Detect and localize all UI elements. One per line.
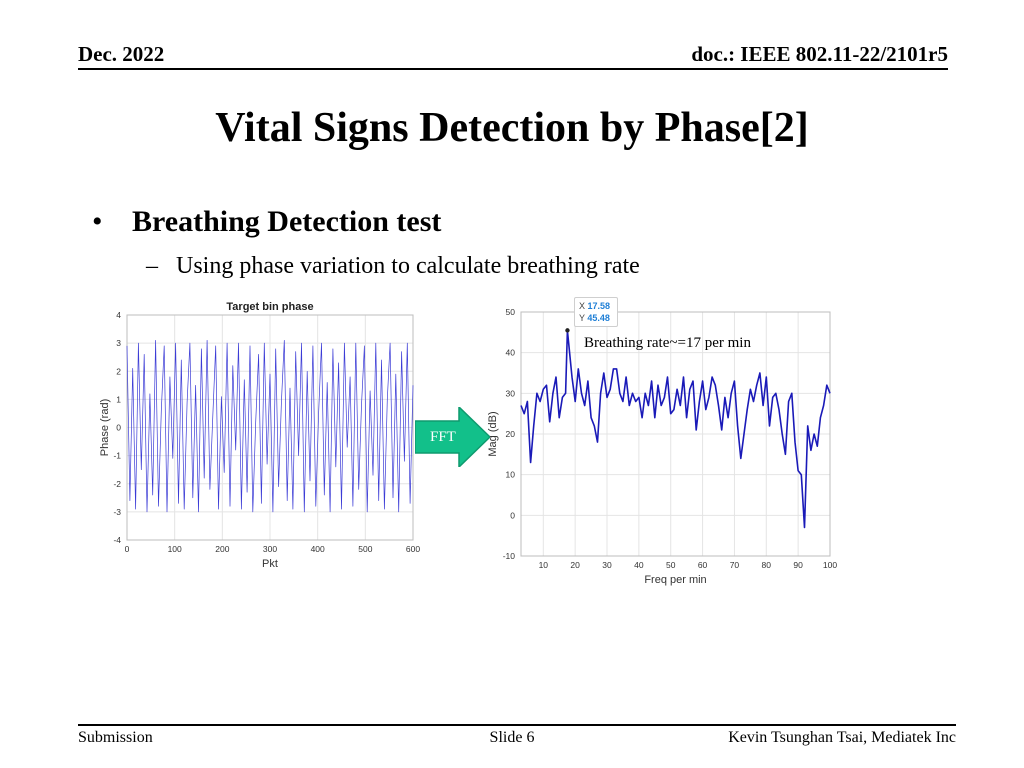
- footer-divider: [78, 724, 956, 726]
- x-tick-label: 10: [538, 560, 549, 570]
- bullet-main: [92, 205, 441, 239]
- slide-title: Vital Signs Detection by Phase[2]: [215, 105, 809, 151]
- y-tick-label: 1: [116, 394, 121, 405]
- sub-bullet-marker: –: [146, 253, 158, 279]
- chart-title: Target bin phase: [226, 301, 314, 313]
- footer-submission: Submission: [78, 729, 153, 746]
- x-tick-label: 100: [167, 544, 182, 554]
- y-tick-label: 0: [510, 510, 515, 521]
- y-tick-label: -10: [502, 551, 515, 561]
- y-axis-label: Mag (dB): [487, 411, 499, 457]
- y-tick-label: 10: [505, 469, 515, 480]
- x-tick-label: 80: [761, 560, 772, 570]
- y-tick-label: -4: [113, 535, 121, 545]
- y-tick-label: 2: [116, 366, 121, 377]
- data-tip-x-key: X: [579, 301, 586, 311]
- fft-arrow-label: FFT: [430, 429, 456, 445]
- footer-slide-number: Slide 6: [489, 729, 535, 746]
- data-tip-x-value: 17.58: [587, 301, 611, 311]
- y-tick-label: 20: [505, 429, 515, 439]
- phase-chart-svg: [96, 294, 436, 574]
- data-tip-y-value: 45.48: [587, 313, 610, 323]
- x-tick-label: 40: [634, 560, 644, 570]
- x-tick-label: 600: [405, 544, 421, 554]
- y-axis-label: Phase (rad): [99, 398, 111, 457]
- header-date: Dec. 2022: [78, 42, 165, 66]
- x-axis-label: Pkt: [262, 558, 278, 570]
- header-doc-id: doc.: IEEE 802.11-22/2101r5: [691, 42, 948, 66]
- x-tick-label: 400: [310, 544, 325, 554]
- y-tick-label: 3: [116, 338, 121, 349]
- x-tick-label: 30: [602, 560, 612, 570]
- x-tick-label: 50: [665, 560, 676, 570]
- x-tick-label: 0: [124, 544, 130, 554]
- data-tip-y-key: Y: [579, 313, 585, 323]
- bullet-main-text: Breathing Detection test: [132, 205, 442, 238]
- y-tick-label: 0: [116, 422, 121, 433]
- bullet-marker: •: [92, 205, 103, 238]
- x-tick-label: 90: [793, 560, 803, 570]
- x-tick-label: 500: [358, 544, 373, 554]
- phase-chart: [96, 294, 436, 574]
- footer-author: Kevin Tsunghan Tsai, Mediatek Inc: [728, 729, 956, 746]
- y-tick-label: 30: [505, 388, 515, 399]
- y-tick-label: -2: [113, 478, 121, 489]
- x-tick-label: 200: [215, 544, 230, 554]
- bullet-sub: [146, 253, 640, 280]
- y-tick-label: 50: [505, 307, 515, 317]
- data-marker: [565, 328, 569, 332]
- header-divider: [78, 68, 948, 70]
- y-tick-label: -1: [113, 450, 121, 461]
- x-tick-label: 60: [697, 560, 708, 570]
- y-tick-label: 4: [116, 310, 121, 320]
- x-axis-label: Freq per min: [644, 574, 707, 586]
- y-tick-label: 40: [505, 347, 515, 358]
- data-tip: [574, 297, 618, 327]
- x-tick-label: 300: [262, 544, 278, 554]
- breathing-rate-annotation: Breathing rate~=17 per min: [584, 335, 751, 351]
- x-tick-label: 100: [822, 560, 838, 570]
- bullet-sub-text: Using phase variation to calculate breathing rate: [176, 253, 640, 279]
- x-tick-label: 20: [570, 560, 580, 570]
- y-tick-label: -3: [113, 506, 121, 517]
- x-tick-label: 70: [729, 560, 740, 570]
